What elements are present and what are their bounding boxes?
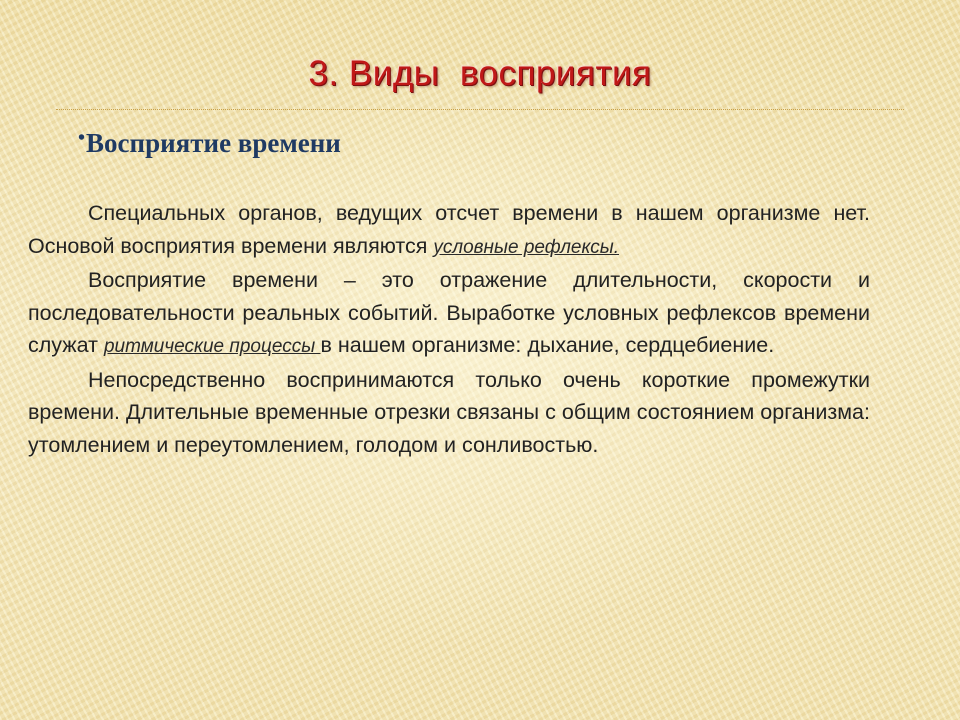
bullet-marker: • [78, 127, 86, 149]
body-text [28, 197, 870, 461]
term-rhythmic-processes: ритмические процессы [103, 336, 321, 357]
subheading-text: Восприятие времени [86, 128, 341, 158]
term-conditioned-reflexes: условные рефлексы. [433, 236, 620, 258]
paragraph-2-text: Восприятие времени – это отражение длительности, скорости и последовательности реальных событий. Выработке условных рефлексов времени служат [28, 268, 870, 357]
title-divider [56, 109, 904, 110]
paragraph-3: Непосредственно воспринимаются только очень короткие промежутки времени. Длительные временные отрезки связаны с общим состоянием организма: утомлением и переутомлением, голодом и сонливостью. [28, 367, 870, 457]
paragraph-2-tail: в нашем организме: дыхание, сердцебиение. [320, 333, 775, 357]
subheading [78, 127, 341, 159]
paragraph-1-text: Специальных органов, ведущих отсчет времени в нашем организме нет. Основой восприятия времени являются [28, 201, 870, 258]
slide-title: 3. Виды восприятия [308, 54, 652, 93]
paragraph-2 [28, 264, 870, 364]
paragraph-1 [28, 197, 870, 264]
